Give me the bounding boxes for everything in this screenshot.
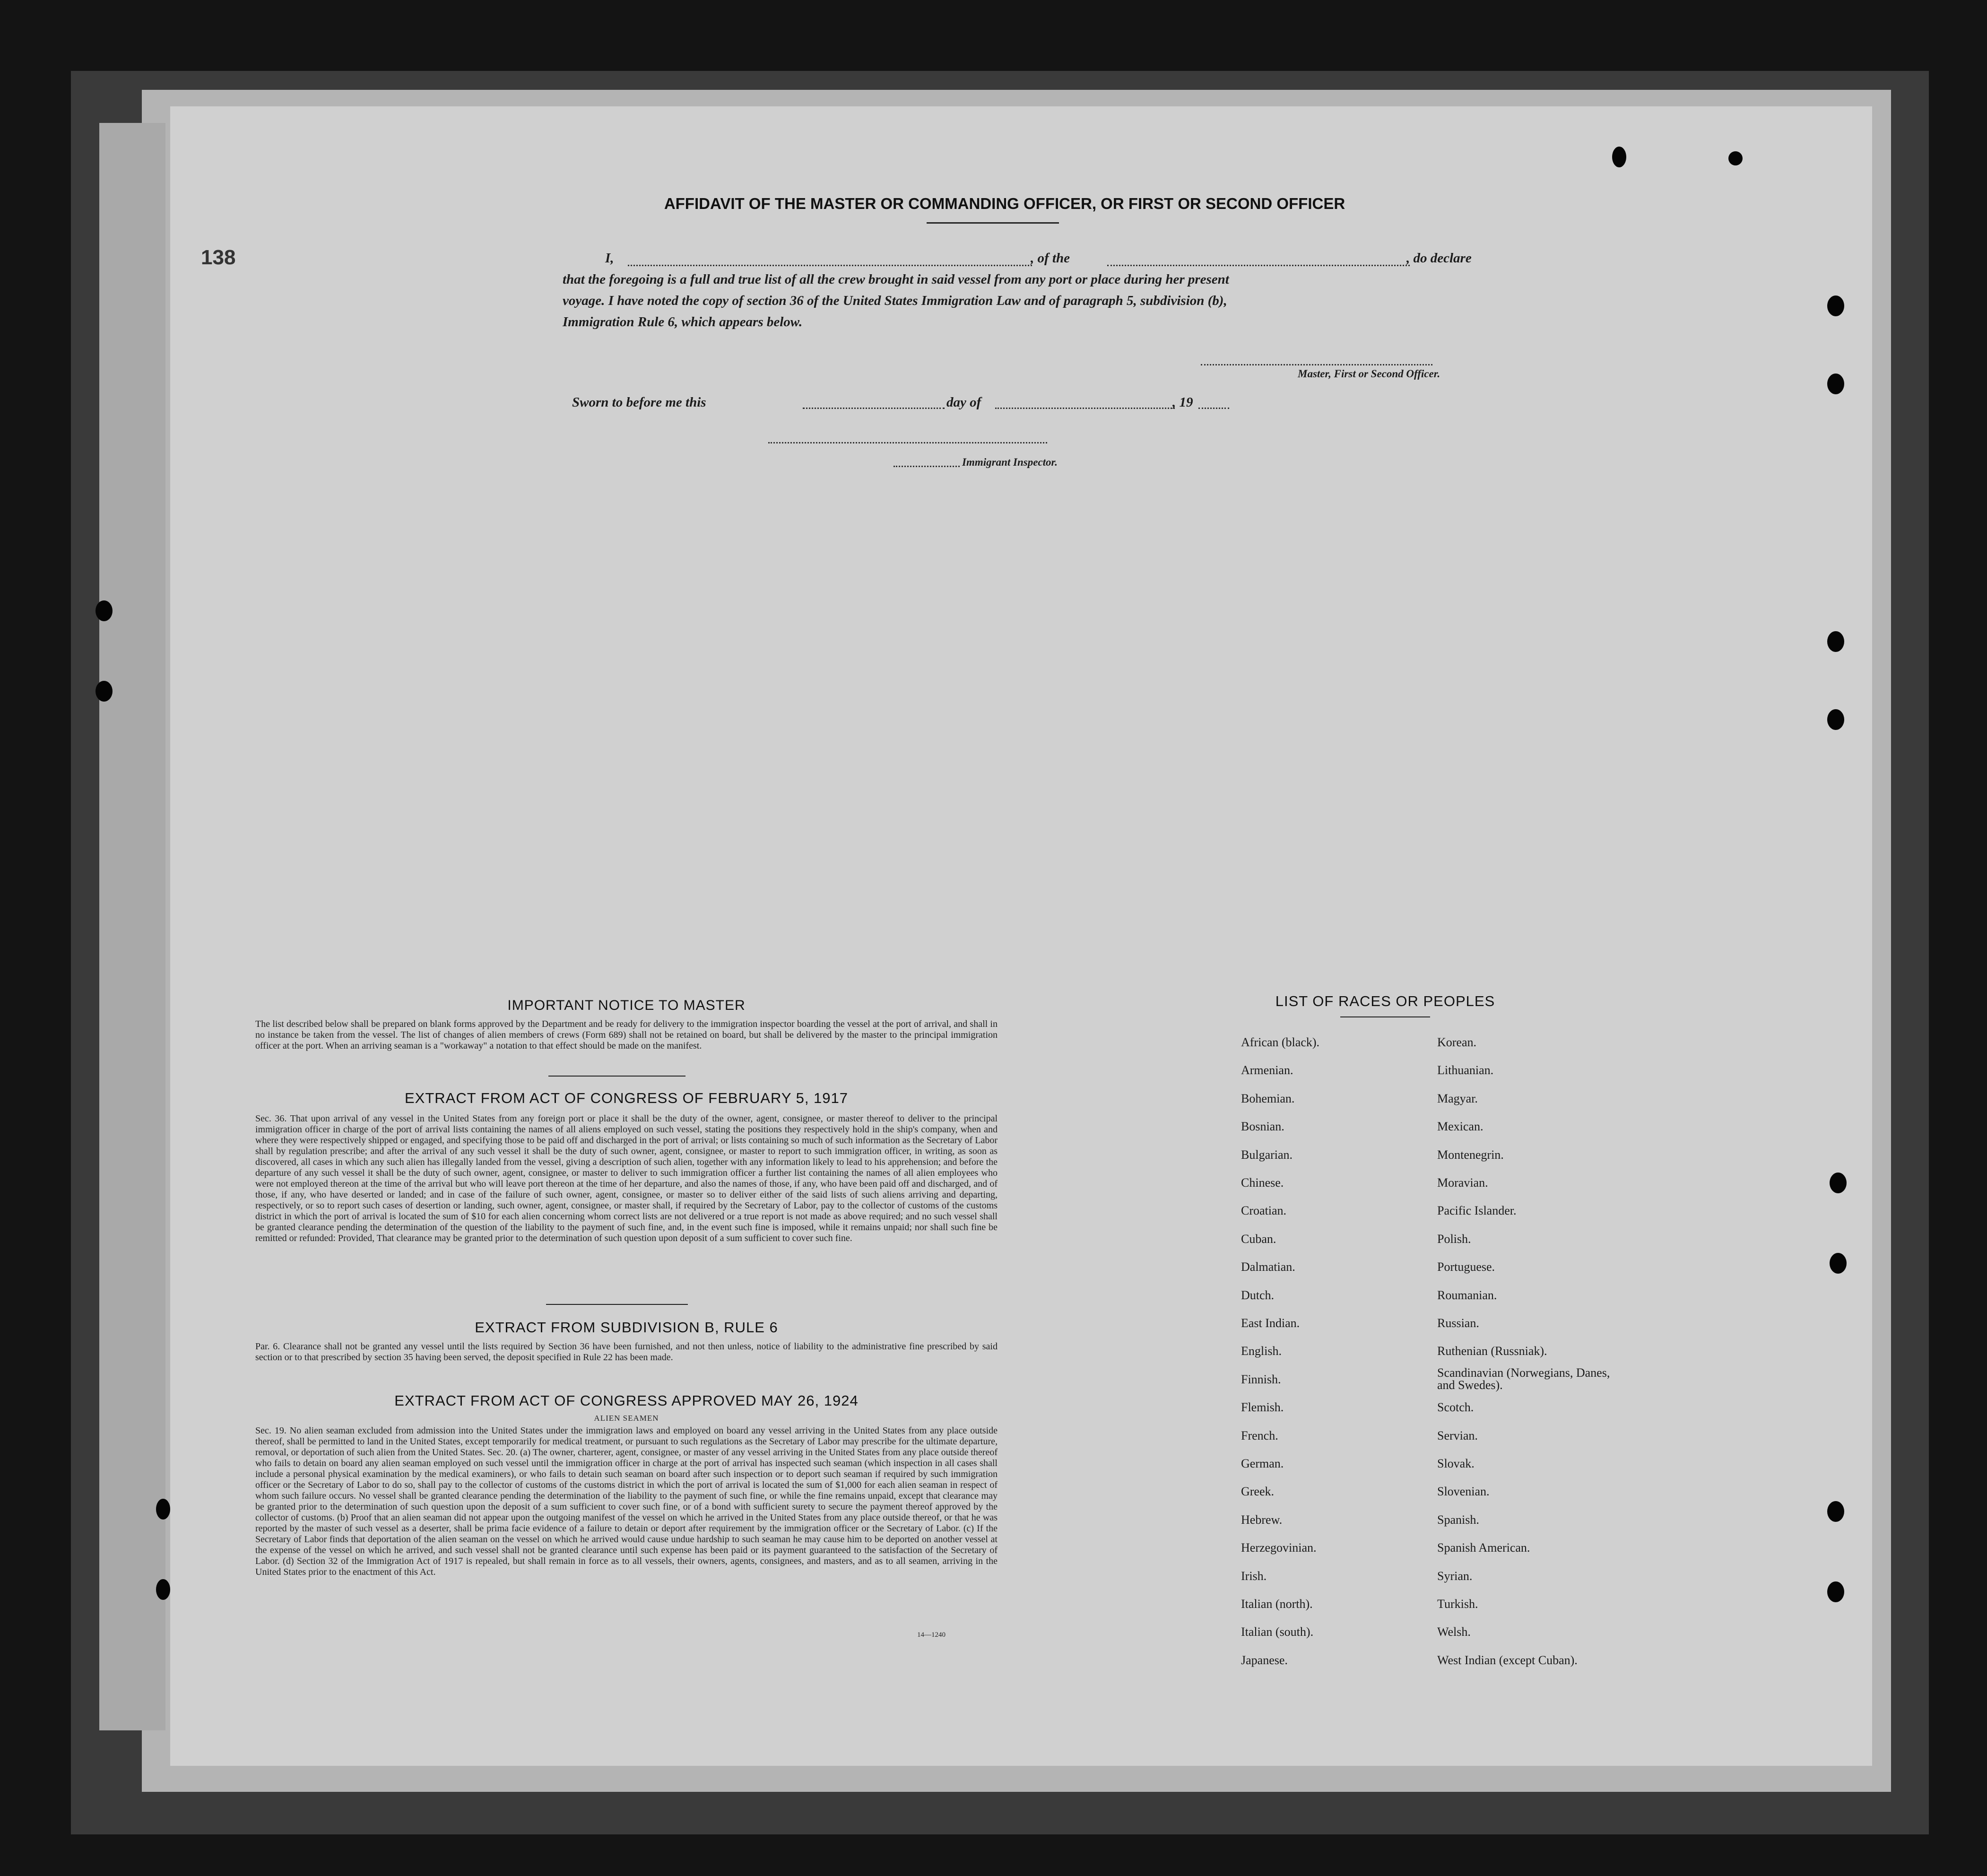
race-item: Cuban. <box>1241 1232 1276 1246</box>
race-item: Montenegrin. <box>1437 1147 1504 1162</box>
race-item: Slovak. <box>1437 1457 1475 1470</box>
title-underline <box>927 222 1059 224</box>
race-item: Russian. <box>1437 1316 1479 1330</box>
affidavit-line-3: voyage. I have noted the copy of section 36 of the United States Immigration Law and of paragraph 5, subdivision (b), <box>563 293 1227 308</box>
race-item: Magyar. <box>1437 1091 1478 1105</box>
inspector-signature-line <box>768 442 1047 443</box>
race-item: Servian. <box>1437 1428 1478 1442</box>
vessel-name-field <box>1107 265 1410 266</box>
binder-hole <box>1830 1172 1847 1193</box>
affidavit-line-2: that the foregoing is a full and true list of all the crew brought in said vessel from any port or place during her present <box>563 272 1229 287</box>
race-item: Portuguese. <box>1437 1260 1495 1274</box>
declarant-i-label: I, <box>605 251 614 266</box>
binder-hole <box>156 1499 170 1520</box>
race-item: Welsh. <box>1437 1625 1471 1639</box>
binder-hole <box>95 681 113 702</box>
affidavit-line-4: Immigration Rule 6, which appears below. <box>563 314 803 330</box>
race-item: Roumanian. <box>1437 1288 1497 1302</box>
margin-number: 138 <box>201 246 236 269</box>
divider <box>546 1304 688 1305</box>
race-item: Italian (north). <box>1241 1597 1313 1611</box>
binder-hole <box>1827 373 1844 394</box>
race-item: Armenian. <box>1241 1063 1293 1077</box>
sworn-month-field <box>995 408 1175 409</box>
race-item: English. <box>1241 1344 1282 1358</box>
binder-hole <box>95 600 113 621</box>
binder-hole <box>1827 631 1844 652</box>
sworn-label: Sworn to before me this <box>572 395 706 410</box>
race-item: Moravian. <box>1437 1176 1488 1190</box>
race-item: Ruthenian (Russniak). <box>1437 1344 1547 1358</box>
race-item: Irish. <box>1241 1569 1267 1583</box>
race-item: Spanish American. <box>1437 1541 1530 1555</box>
binder-hole <box>1827 1501 1844 1522</box>
race-item: Greek. <box>1241 1485 1275 1499</box>
race-item: Bohemian. <box>1241 1091 1295 1105</box>
race-item: West Indian (except Cuban). <box>1437 1653 1578 1667</box>
ledger-strip <box>99 123 165 1730</box>
binder-hole <box>1830 1253 1847 1274</box>
race-item: Lithuanian. <box>1437 1063 1494 1077</box>
declarant-name-field <box>628 265 1032 266</box>
divider <box>548 1076 685 1077</box>
of-the-label: , of the <box>1031 251 1070 266</box>
notice-title: IMPORTANT NOTICE TO MASTER <box>507 998 746 1013</box>
act-1924-subtitle: ALIEN SEAMEN <box>594 1414 659 1423</box>
rule6-title: EXTRACT FROM SUBDIVISION B, RULE 6 <box>475 1319 778 1336</box>
race-item: Pacific Islander. <box>1437 1204 1517 1218</box>
race-item: Japanese. <box>1241 1653 1288 1667</box>
act-1917-text: Sec. 36. That upon arrival of any vessel in the United States from any foreign port or place it shall be the duty of the owner, agent, consignee, or master thereof to deliver to the principal immigration officer in charge of the port of arrival lists containing the names of all aliens employed on such vessel, stating the positions they respectively hold in the ship's company, when and where they were respectively shipped or engaged, and specifying those to be paid off and discharged in the port of arrival; or lists containing so much of such information as the Secretary of Labor shall by regulation prescribe; and after the arrival of any such vessel it shall be the duty of such owner, agent, consignee, or master to report to such immigration officer, in writing, as soon as discovered, all cases in which any such alien has illegally landed from the vessel, giving a description of such alien, together with any information likely to lead to his apprehension; and before the departure of any such vessel it shall be the duty of such owner, agent, consignee, or master to deliver to such immigration officer a further list containing the names of all alien employees who were not employed thereon at the time of the arrival but who will leave port thereon at the time of her departure, and also the names of those, if any, who have been paid off and discharged, and of those, if any, who have deserted or landed; and in case of the failure of such owner, agent, consignee, or master so to deliver either of the said lists of such aliens arriving and departing, respectively, or so to report such cases of desertion or landing, such owner, agent, consignee, or master shall, if required by the Secretary of Labor, pay to the collector of customs of the customs district in which the port of arrival is located the sum of $10 for each alien concerning whom correct lists are not delivered or a true report is not made as above required; and no such vessel shall be granted clearance pending the determination of the question of the liability to the payment of such fine, and, in the event such fine is imposed, while it remains unpaid; nor shall such fine be remitted or refunded: Provided, That clearance may be granted prior to the determination of such question upon deposit of a sum sufficient to cover such fine. <box>255 1113 998 1243</box>
race-item: Flemish. <box>1241 1400 1284 1415</box>
sworn-day-field <box>803 408 945 409</box>
race-item: Scandinavian (Norwegians, Danes, and Swedes). <box>1437 1365 1610 1392</box>
rule6-text: Par. 6. Clearance shall not be granted any vessel until the lists required by Section 36 have been furnished, and not then unless, notice of liability to the administrative fine prescribed by said section or to that prescribed by section 35 having been served, the deposit specified in Rule 22 has been made. <box>255 1341 998 1363</box>
punch-mark <box>1728 151 1743 165</box>
race-item: Mexican. <box>1437 1120 1484 1134</box>
race-item: Dutch. <box>1241 1288 1275 1302</box>
form-number: 14—1240 <box>917 1631 946 1639</box>
binder-hole <box>156 1579 170 1600</box>
race-item: East Indian. <box>1241 1316 1300 1330</box>
act-1924-title: EXTRACT FROM ACT OF CONGRESS APPROVED MAY 26, 1924 <box>394 1392 859 1409</box>
binder-hole <box>1827 709 1844 730</box>
sworn-year-field <box>1198 408 1229 409</box>
race-item: Italian (south). <box>1241 1625 1314 1639</box>
act-1917-title: EXTRACT FROM ACT OF CONGRESS OF FEBRUARY 5, 1917 <box>404 1090 849 1106</box>
race-item: German. <box>1241 1457 1284 1470</box>
races-title: LIST OF RACES OR PEOPLES <box>1275 993 1495 1009</box>
race-item: Chinese. <box>1241 1176 1284 1190</box>
race-item: Dalmatian. <box>1241 1260 1295 1274</box>
manifest-page <box>170 106 1872 1766</box>
race-item: African (black). <box>1241 1035 1320 1049</box>
binder-hole <box>1827 295 1844 316</box>
race-item: Bosnian. <box>1241 1120 1284 1134</box>
master-signature-line <box>1201 364 1432 365</box>
race-item: Korean. <box>1437 1035 1477 1049</box>
affidavit-title: AFFIDAVIT OF THE MASTER OR COMMANDING OFFICER, OR FIRST OR SECOND OFFICER <box>664 195 1345 212</box>
races-title-underline <box>1340 1016 1430 1017</box>
race-item: Croatian. <box>1241 1204 1287 1218</box>
race-item: Spanish. <box>1437 1512 1479 1527</box>
race-item: Finnish. <box>1241 1372 1281 1386</box>
binder-hole <box>1827 1581 1844 1602</box>
declare-label: , do declare <box>1406 251 1472 266</box>
race-item: French. <box>1241 1428 1278 1442</box>
race-item: Bulgarian. <box>1241 1147 1293 1162</box>
act-1924-text: Sec. 19. No alien seaman excluded from admission into the United States under the immigration laws and employed on board any vessel arriving in the United States from any place outside thereof, shall be permitted to land in the United States, except temporarily for medical treatment, or pursuant to such regulations as the Secretary of Labor may prescribe for the ultimate departure, removal, or deportation of such alien from the United States. Sec. 20. (a) The owner, charterer, agent, consignee, or master of any vessel arriving in the United States from any place outside thereof who fails to detain on board any alien seaman employed on such vessel until the immigration officer in charge at the port of arrival has inspected such seaman (which inspection in all cases shall include a personal physical examination by the medical examiners), or who fails to detain such seaman on board after such inspection or to deport such seaman if required by such immigration officer or the Secretary of Labor to do so, shall pay to the collector of customs of the customs district in which the port of arrival is located the sum of $1,000 for each alien seaman in respect of whom such failure occurs. No vessel shall be granted clearance pending the determination of the liability to the payment of such fine, or while the fine remains unpaid, except that clearance may be granted prior to the determination of such question upon the deposit of a sum sufficient to cover such fine, or of a bond with sufficient surety to secure the payment thereof approved by the collector of customs. (b) Proof that an alien seaman did not appear upon the outgoing manifest of the vessel on which he arrived in the United States from any place outside thereof, or that he was reported by the master of such vessel as a deserter, shall be prima facie evidence of a failure to detain or deport after requirement by the immigration officer or the Secretary of Labor. (c) If the Secretary of Labor finds that deportation of the alien seaman on the vessel on which he arrived would cause undue hardship to such seaman he may cause him to be deported on another vessel at the expense of the vessel on which he arrived, and such vessel shall not be granted clearance until such expense has been paid or its payment guaranteed to the satisfaction of the Secretary of Labor. (d) Section 32 of the Immigration Act of 1917 is repealed, but shall remain in force as to all vessels, their owners, agents, consignees, and masters, and as to all seamen, arriving in the United States prior to the enactment of this Act. <box>255 1425 998 1577</box>
year-label: , 19 <box>1172 395 1193 410</box>
inspector-signature-line-short <box>894 466 960 467</box>
race-item: Syrian. <box>1437 1569 1473 1583</box>
race-item: Polish. <box>1437 1232 1471 1246</box>
notice-text: The list described below shall be prepared on blank forms approved by the Department and be ready for delivery to the immigration inspector boarding the vessel at the port of arrival, and shall in no instance be taken from the vessel. The list of changes of alien members of crews (Form 689) shall not be retained on board, but shall be delivered by the master to the principal immigration officer at the port. When an arriving seaman is a "workaway" a notation to that effect should be made on the manifest. <box>255 1019 998 1051</box>
race-item: Slovenian. <box>1437 1485 1490 1499</box>
inspector-label: Immigrant Inspector. <box>962 456 1058 468</box>
race-item: Hebrew. <box>1241 1512 1283 1527</box>
race-item: Turkish. <box>1437 1597 1478 1611</box>
day-of-label: day of <box>946 395 981 410</box>
race-item: Herzegovinian. <box>1241 1541 1317 1555</box>
punch-mark <box>1612 147 1626 167</box>
master-signature-label: Master, First or Second Officer. <box>1298 368 1440 380</box>
race-item: Scotch. <box>1437 1400 1474 1415</box>
